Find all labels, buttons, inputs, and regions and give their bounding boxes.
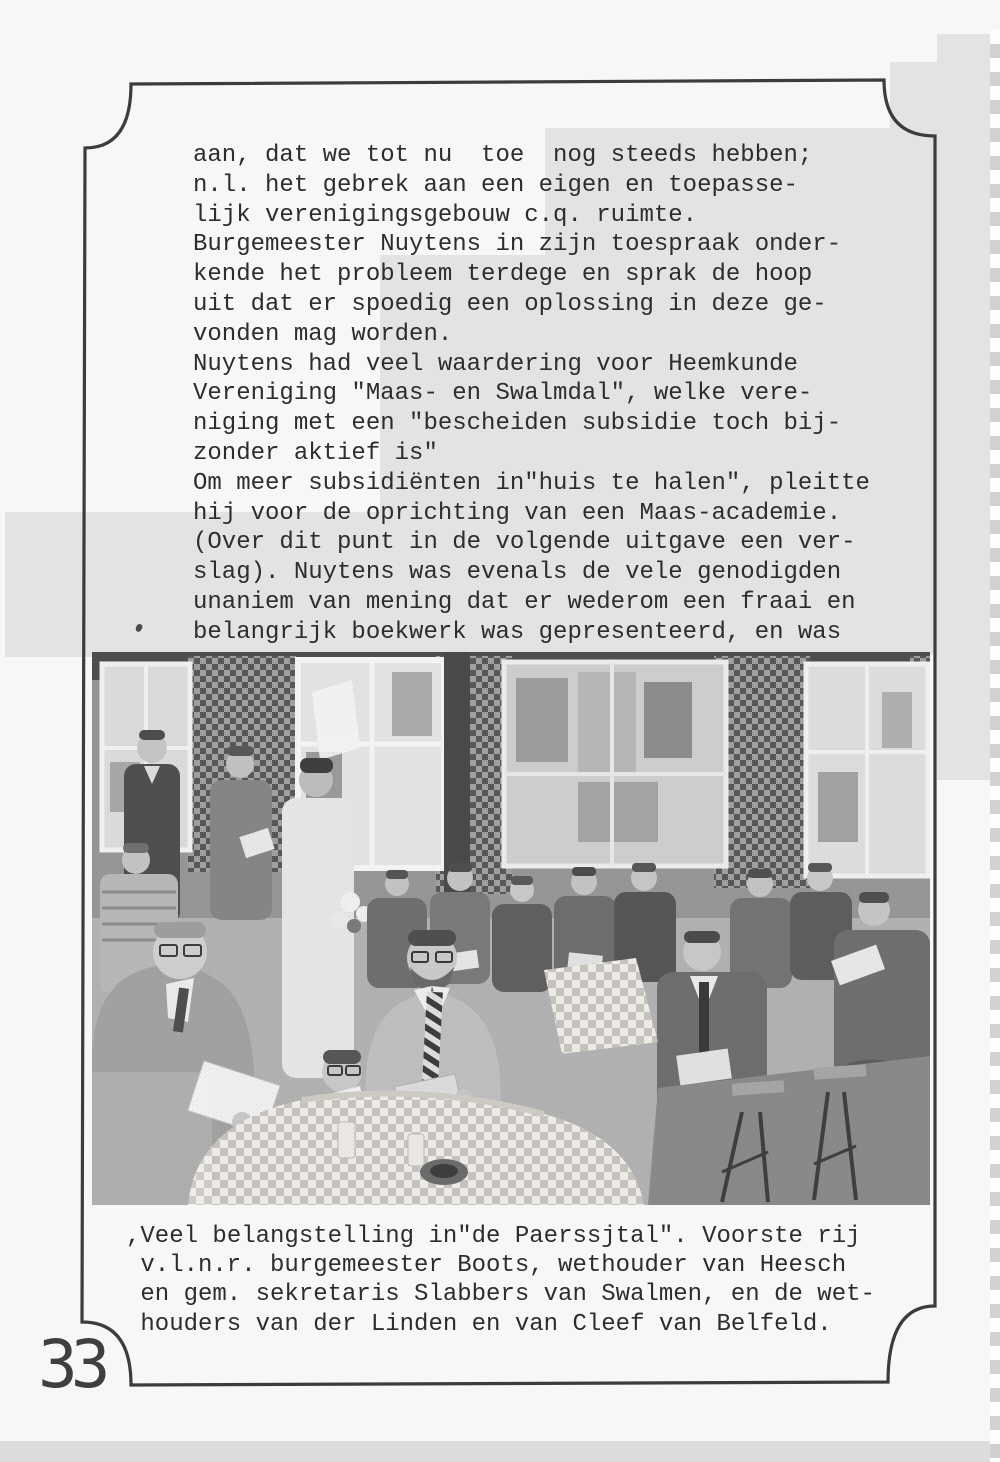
article-line: belangrijk boekwerk was gepresenteerd, en was	[193, 618, 842, 646]
article-line: lijk verenigingsgebouw c.q. ruimte.	[193, 201, 698, 229]
caption-line: ,Veel belangstelling in"de Paerssjtal". Voorste rij	[126, 1223, 861, 1250]
caption-line: en gem. sekretaris Slabbers van Swalmen, en de wet-	[140, 1281, 875, 1309]
article-line: (Over dit punt in de volgende uitgave een ver-	[193, 529, 856, 557]
article-line: zonder aktief is"	[193, 439, 438, 467]
article-line: n.l. het gebrek aan een eigen en toepasse-	[193, 171, 798, 199]
caption-line: v.l.n.r. burgemeester Boots, wethouder van Heesch	[140, 1252, 847, 1280]
article-line: Burgemeester Nuytens in zijn toespraak onder-	[193, 231, 842, 259]
article-line: Nuytens had veel waardering voor Heemkunde	[193, 350, 798, 378]
article-line: slag). Nuytens was evenals de vele genodigden	[193, 559, 842, 587]
photo-caption	[126, 1222, 875, 1339]
caption-line: houders van der Linden en van Cleef van Belfeld.	[140, 1310, 832, 1338]
article-line: kende het probleem terdege en sprak de hoop	[193, 261, 813, 289]
article-text-block	[193, 141, 870, 648]
article-line: Vereniging "Maas- en Swalmdal", welke vere-	[193, 380, 813, 408]
article-line: niging met een "bescheiden subsidie toch bij-	[193, 410, 842, 438]
article-line: uit dat er spoedig een oplossing in deze ge-	[193, 290, 827, 318]
page-number: 33	[38, 1326, 104, 1403]
halftone-grain	[92, 652, 930, 1205]
article-line: hij voor de oprichting van een Maas-academie.	[193, 499, 842, 527]
article-line: Om meer subsidiënten in"huis te halen", pleitte	[193, 469, 870, 497]
event-photo	[92, 652, 930, 1205]
article-line: aan, dat we tot nu toe nog steeds hebben;	[193, 142, 813, 169]
article-line: vonden mag worden.	[193, 320, 453, 348]
article-line: unaniem van mening dat er wederom een fraai en	[193, 588, 856, 616]
